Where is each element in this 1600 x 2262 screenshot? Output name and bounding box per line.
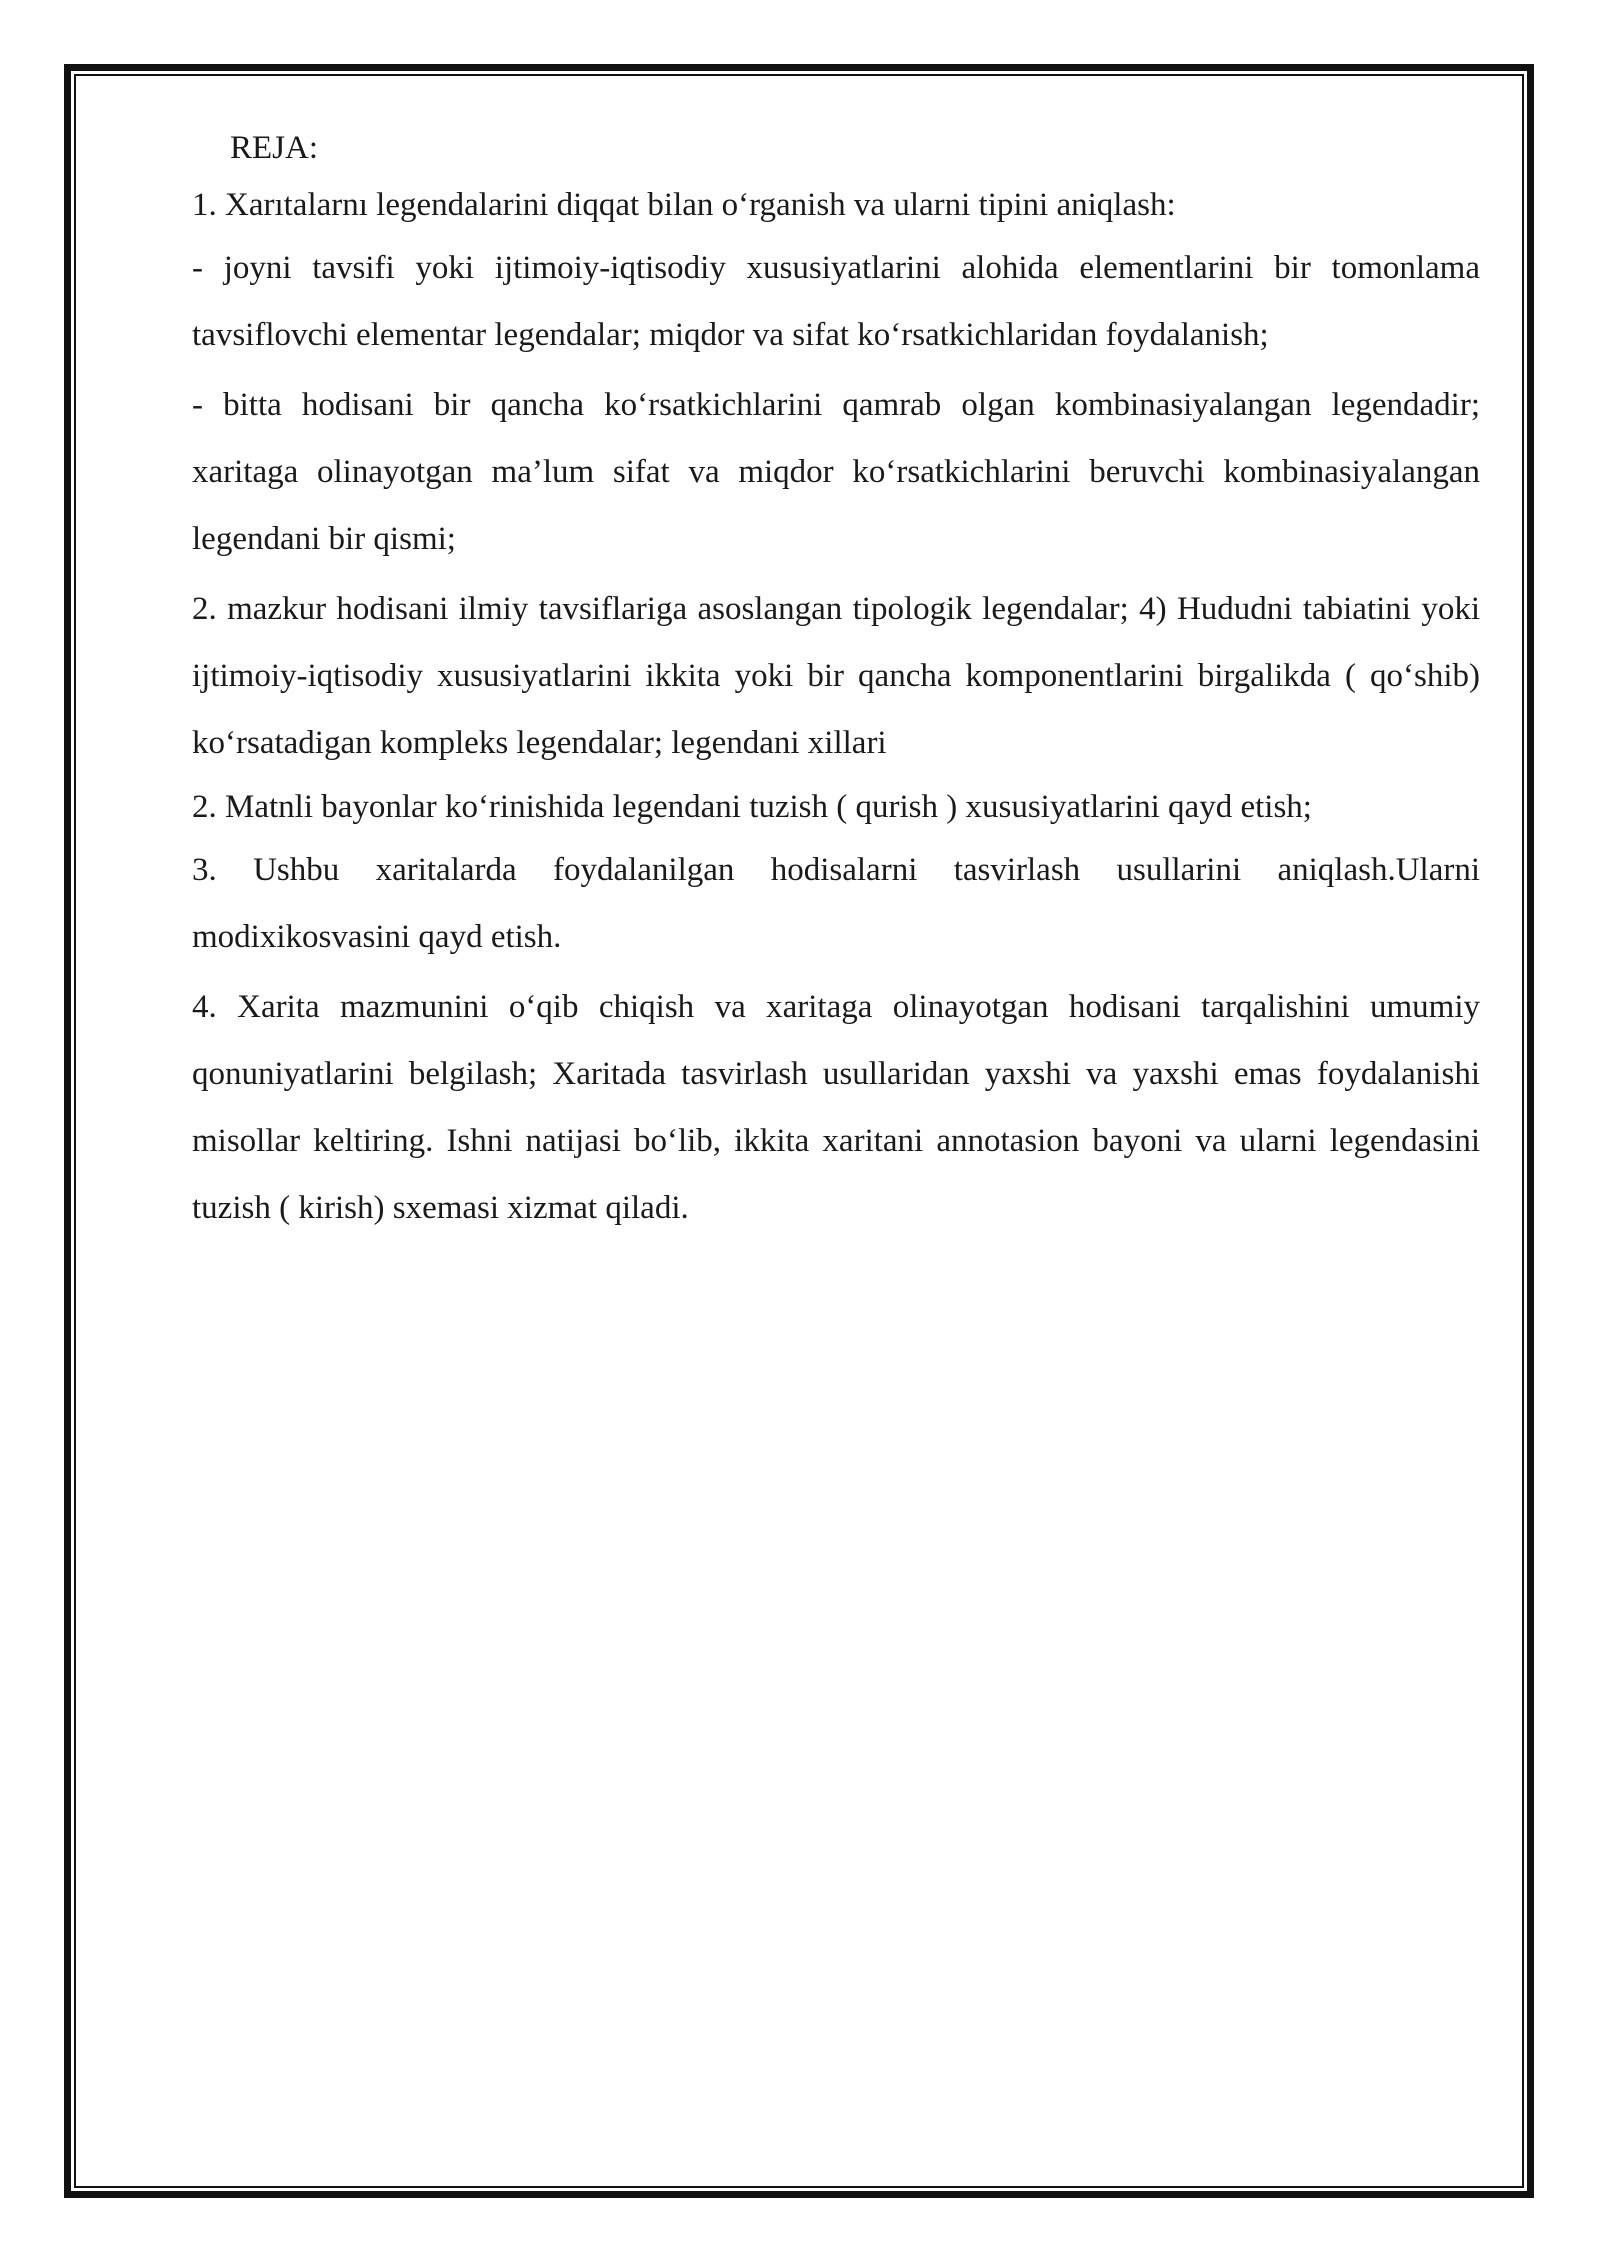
- paragraph-4: 2. mazkur hodisani ilmiy tavsiflariga asoslangan tipologik legendalar; 4) Hududni tabiatini yoki ijtimoiy-iqtisodiy xususiyatlarini ikkita yoki bir qancha komponentlarini birgalikda ( qo‘shib) ko‘rsatadigan kompleks legendalar; legendani xillari: [192, 591, 1480, 761]
- paragraph-6: 3. Ushbu xaritalarda foydalanilgan hodisalarni tasvirlash usullarini aniqlash.Ularni modixikosvasini qayd etish.: [192, 852, 1480, 955]
- paragraph-7: 4. Xarita mazmunini o‘qib chiqish va xaritaga olinayotgan hodisani tarqalishini umumiy qonuniyatlarini belgilash; Xaritada tasvirlash usullaridan yaxshi va yaxshi emas foydalanishi misollar keltiring. Ishni natijasi bo‘lib, ikkita xaritani annotasion bayoni va ularni legendasini tuzish ( kirish) sxemasi xizmat qiladi.: [192, 989, 1480, 1226]
- paragraph-3: - bitta hodisani bir qancha ko‘rsatkichlarini qamrab olgan kombinasiyalangan legendadir; xaritaga olinayotgan ma’lum sifat va miqdor ko‘rsatkichlarini beruvchi kombinasiyalangan legendani bir qismi;: [192, 387, 1480, 557]
- paragraph-2: - joyni tavsifi yoki ijtimoiy-iqtisodiy xususiyatlarini alohida elementlarini bir tomonlama tavsiflovchi elementar legendalar; miqdor va sifat ko‘rsatkichlaridan foydalanish;: [192, 250, 1480, 353]
- paragraph-1: 1. Xarıtalarnı legendalarini diqqat bilan o‘rganish va ularni tipini aniqlash:: [192, 187, 1176, 223]
- document-body: [192, 118, 1480, 1245]
- plan-heading: REJA:: [230, 130, 319, 166]
- paragraph-5: 2. Matnli bayonlar ko‘rinishida legendani tuzish ( qurish ) xususiyatlarini qayd etish;: [192, 789, 1312, 825]
